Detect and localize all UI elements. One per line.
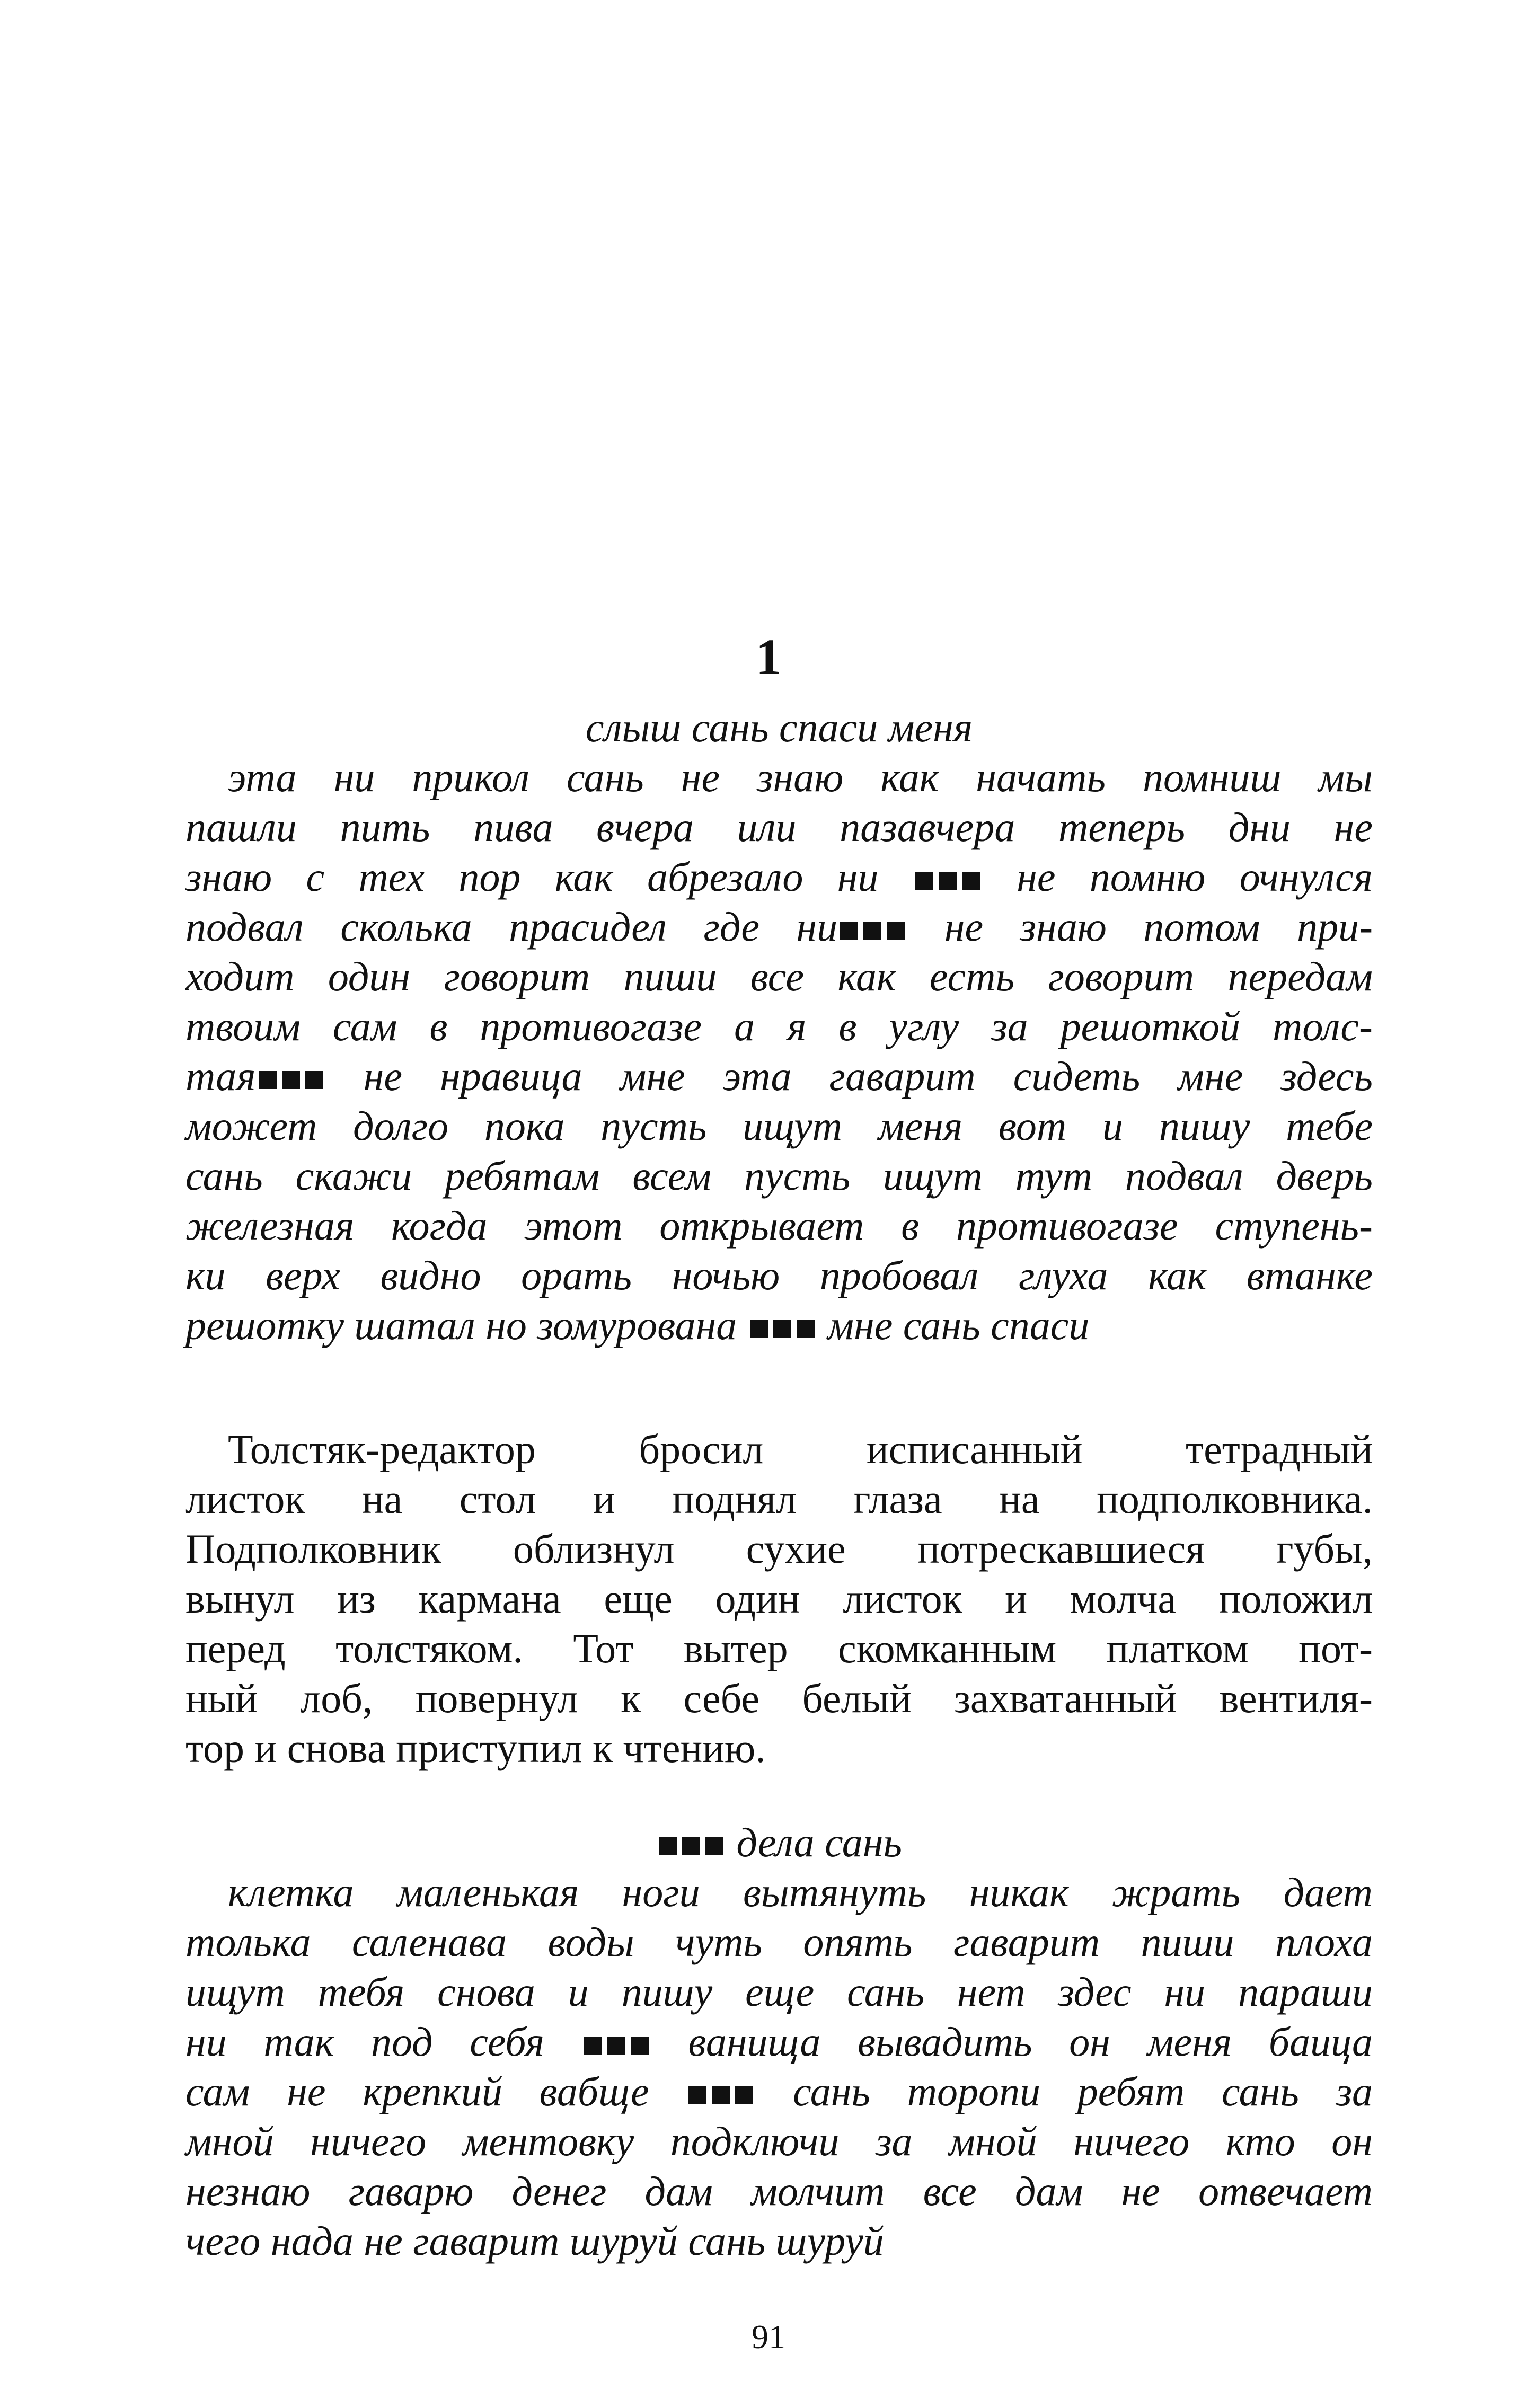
letter2-heading: дела сань: [186, 1819, 1373, 1866]
letter1-line: ходит один говорит пиши все как есть говорит передам: [186, 953, 1373, 999]
letter1-line: подвал сколька прасидел где ни не знаю потом при-: [186, 904, 1373, 950]
chapter-number: 1: [756, 628, 781, 685]
censor-mark: [939, 872, 957, 890]
censor-mark: [840, 922, 858, 940]
letter2-line: незнаю гаварю денег дам молчит все дам не отвечает: [186, 2168, 1373, 2214]
letter2-line: клетка маленькая ноги вытянуть никак жрать дает: [228, 1869, 1373, 1915]
censor-mark: [797, 1320, 815, 1338]
letter1-line: ки верх видно орать ночью пробовал глуха как втанке: [186, 1252, 1373, 1298]
censor-mark: [962, 872, 980, 890]
letter1-line: сань скажи ребятам всем пусть ищут тут подвал дверь: [186, 1153, 1373, 1199]
letter1-heading: слыш сань спаси меня: [585, 704, 973, 750]
censor-mark: [659, 1837, 677, 1855]
letter1-line: железная когда этот открывает в противогазе ступень-: [186, 1202, 1373, 1249]
censor-mark: [631, 2037, 649, 2055]
censor-mark: [773, 1320, 791, 1338]
narrative-line: листок на стол и поднял глаза на подполковника.: [186, 1476, 1373, 1522]
censor-mark: [750, 1320, 768, 1338]
narrative-line: перед толстяком. Тот вытер скомканным платком пот-: [186, 1625, 1373, 1671]
censor-mark: [305, 1071, 323, 1089]
letter1-line: знаю с тех пор как абрезало ни не помню очнулся: [186, 854, 1373, 900]
censor-mark: [863, 922, 881, 940]
censor-mark: [705, 1837, 723, 1855]
censor-mark: [682, 1837, 700, 1855]
censor-mark: [915, 872, 933, 890]
letter2-line: мной ничего ментовку подключи за мной ничего кто он: [186, 2118, 1373, 2164]
narrative-line: вынул из кармана еще один листок и молча положил: [186, 1575, 1373, 1622]
letter2-line: ни так под себя ванища вывадить он меня баица: [186, 2019, 1373, 2065]
censor-mark: [584, 2037, 602, 2055]
narrative-line: ный лоб, повернул к себе белый захватанный вентиля-: [186, 1675, 1373, 1721]
letter1-line: может долго пока пусть ищут меня вот и пишу тебе: [186, 1103, 1373, 1149]
censor-mark: [259, 1071, 277, 1089]
letter1-line: эта ни прикол сань не знаю как начать помниш мы: [228, 754, 1373, 800]
censor-mark: [735, 2086, 753, 2104]
page-number: 91: [752, 2318, 785, 2356]
letter1-line: тая не нравица мне эта гаварит сидеть мне здесь: [186, 1053, 1373, 1099]
censor-mark: [282, 1071, 300, 1089]
letter2-line: ищут тебя снова и пишу еще сань нет здес ни параши: [186, 1969, 1373, 2015]
censor-mark: [688, 2086, 706, 2104]
narrative-line: Толстяк-редактор бросил исписанный тетрадный: [228, 1426, 1373, 1472]
letter1-line: пашли пить пива вчера или пазавчера теперь дни не: [186, 804, 1373, 850]
narrative-line: тор и снова приступил к чтению.: [186, 1725, 766, 1771]
letter2-line: чего нада не гаварит шуруй сань шуруй: [186, 2218, 884, 2264]
letter2-line: толька саленава воды чуть опять гаварит пиши плоха: [186, 1919, 1373, 1965]
censor-mark: [712, 2086, 730, 2104]
letter1-line: твоим сам в противогазе а я в углу за решоткой толс-: [186, 1003, 1373, 1049]
censor-mark: [887, 922, 905, 940]
letter1-line: решотку шатал но зомурована мне сань спаси: [186, 1302, 1090, 1348]
censor-mark: [607, 2037, 625, 2055]
narrative-line: Подполковник облизнул сухие потрескавшиеся губы,: [186, 1526, 1373, 1572]
letter2-line: сам не крепкий вабще сань торопи ребят сань за: [186, 2068, 1373, 2114]
